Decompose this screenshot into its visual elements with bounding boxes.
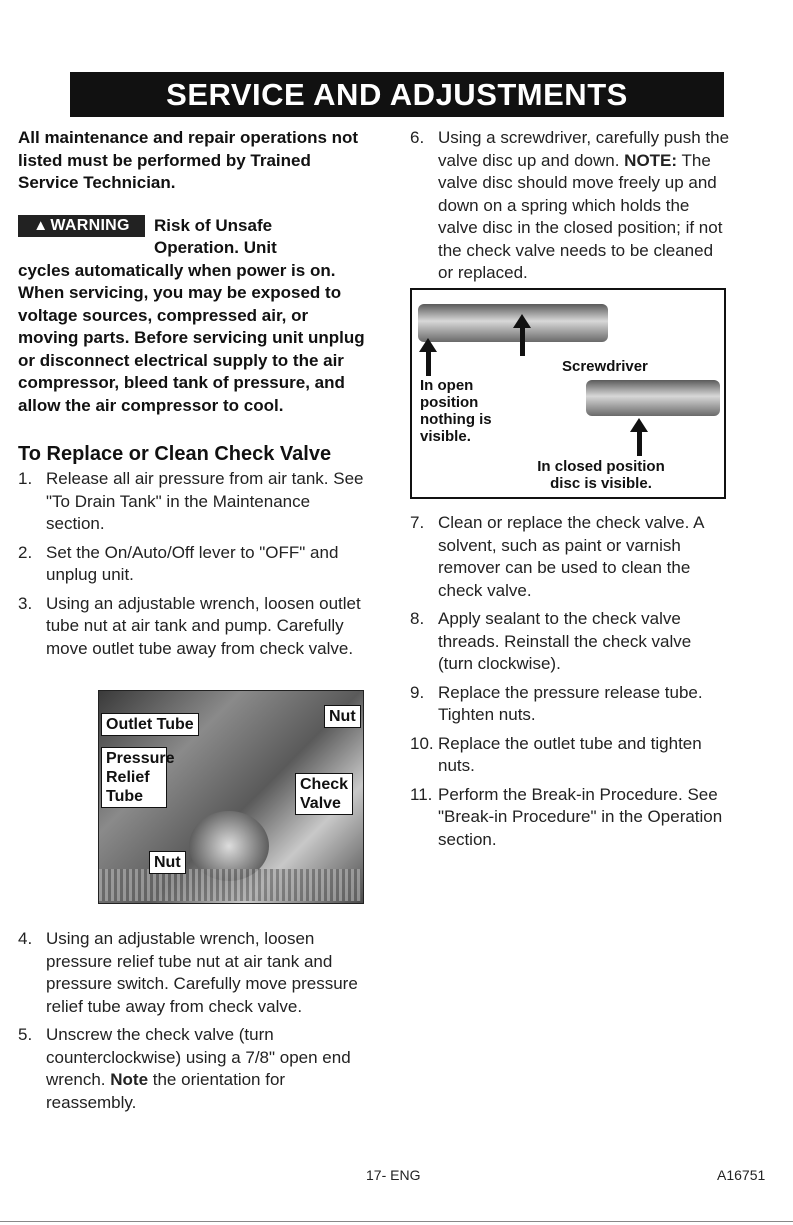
left-column-bottom [18, 928, 368, 1120]
pressure-relief-tube-label: Pressure Relief Tube [101, 747, 167, 808]
fins-shape [99, 869, 361, 901]
list-item: 6. Using a screwdriver, carefully push the valve disc up and down. NOTE: The valve disc should move freely up and down on a spring which holds the valve disc in the closed position; if not the check valve needs to be cleaned or replaced. [410, 128, 730, 282]
page-edge-divider [0, 1221, 793, 1222]
right-column-bottom [410, 512, 730, 857]
list-item: 9. Replace the pressure release tube. Tighten nuts. [410, 682, 703, 724]
list-item: 4. Using an adjustable wrench, loosen pressure relief tube nut at air tank and pressure switch. Carefully move pressure relief tube away from check valve. [18, 929, 358, 1016]
closed-position-label: In closed position disc is visible. [537, 458, 665, 492]
list-item: 11. Perform the Break-in Procedure. See "Break-in Procedure" in the Operation section. [410, 784, 723, 849]
list-item: 10. Replace the outlet tube and tighten nuts. [410, 733, 702, 775]
warning-badge-label: WARNING [50, 216, 130, 234]
warning-block [18, 215, 368, 418]
nut-bottom-label: Nut [149, 851, 186, 874]
arrow-up-icon [426, 350, 431, 376]
valve-closed-shape [586, 380, 720, 416]
outlet-tube-label: Outlet Tube [101, 713, 199, 736]
steps-list-bottom [18, 928, 368, 1114]
document-code: A16751 [717, 1167, 766, 1183]
open-position-label: In open position nothing is visible. [420, 377, 492, 445]
warning-badge [18, 215, 145, 237]
list-item: 2. Set the On/Auto/Off lever to "OFF" and unplug unit. [18, 542, 339, 584]
list-item: 5. Unscrew the check valve (turn counterclockwise) using a 7/8" open end wrench. Note the orientation for reassembly. [18, 1025, 351, 1112]
list-item: 3. Using an adjustable wrench, loosen outlet tube nut at air tank and pump. Carefully move outlet tube away from check valve. [18, 593, 361, 658]
warning-body: cycles automatically when power is on. When servicing, you may be exposed to voltage sources, compressed air, or moving parts. Before servicing unit unplug or disconnect electrical supply to the air compressor, bleed tank of pressure, and allow the air compressor to cool. [18, 260, 365, 415]
page-number: 17- ENG [366, 1167, 421, 1183]
left-column [18, 127, 368, 666]
steps-list-top [18, 468, 368, 660]
warning-title-line1: Risk of Unsafe [154, 215, 273, 235]
valve-disc-photo [410, 288, 726, 499]
warning-title-line2: Operation. Unit [154, 238, 277, 257]
check-valve-photo [98, 690, 364, 904]
list-item: 1. Release all air pressure from air tank. See "To Drain Tank" in the Maintenance section. [18, 469, 364, 533]
steps-list-right [410, 512, 730, 851]
screwdriver-label: Screwdriver [562, 358, 648, 375]
warning-triangle-icon: ▲ [33, 216, 49, 234]
check-valve-label: Check Valve [295, 773, 353, 815]
right-column [410, 127, 730, 291]
list-item: 7. Clean or replace the check valve. A solvent, such as paint or varnish remover can be used to clean the check valve. [410, 513, 704, 600]
nut-top-label: Nut [324, 705, 361, 728]
arrow-up-icon [520, 326, 525, 356]
intro-text: All maintenance and repair operations not listed must be performed by Trained Service Technician. [18, 128, 359, 192]
arrow-up-icon [637, 430, 642, 456]
section-banner: SERVICE AND ADJUSTMENTS [70, 72, 724, 117]
section-heading: To Replace or Clean Check Valve [18, 443, 332, 465]
step6-list [410, 127, 730, 285]
list-item: 8. Apply sealant to the check valve threads. Reinstall the check valve (turn clockwise). [410, 609, 692, 673]
